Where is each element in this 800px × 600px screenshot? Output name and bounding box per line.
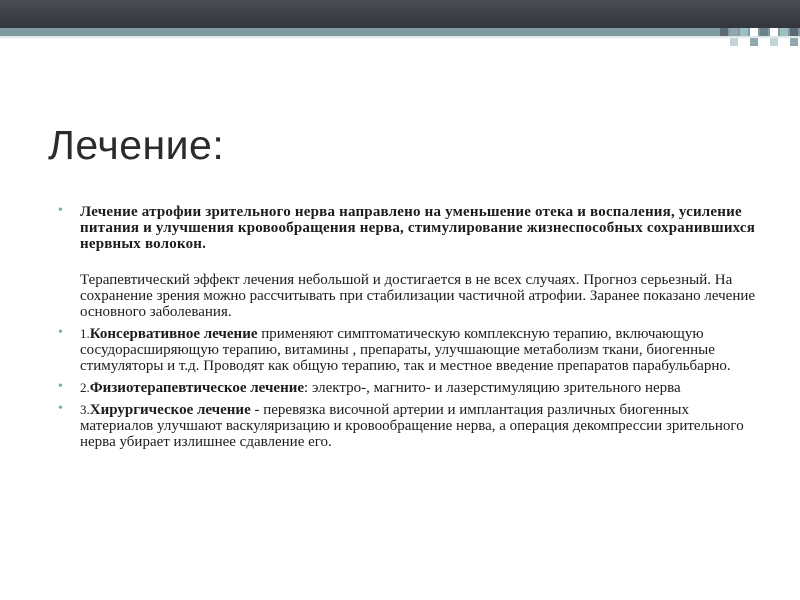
bullet-item-surgical [58, 402, 758, 450]
square-decoration [720, 28, 728, 36]
bullet-icon: • [58, 325, 63, 340]
bullet-item-physio [58, 380, 758, 396]
item-number: 3. [80, 402, 90, 417]
square-decoration [740, 28, 748, 36]
bullet-icon: • [58, 401, 63, 416]
item-number: 1. [80, 326, 90, 341]
intro-bold-text: Лечение атрофии зрительного нерва направлено на уменьшение отека и воспаления, усиление питания и улучшения кровообращения нерва, стимулирование жизнеспособных сохранившихся нервных волокон. [80, 204, 756, 252]
item-lead: Консервативное лечение [89, 326, 258, 342]
square-decoration [770, 28, 778, 36]
square-decoration [730, 28, 738, 36]
square-decoration [730, 38, 738, 46]
item-text: - перевязка височной артерии и имплантация различных биогенных материалов улучшают васкуляризацию и кровообращение нерва, а операция декомпрессии зрительного нерва убирает излишнее сдавление его. [80, 402, 744, 450]
decorative-squares [716, 28, 800, 48]
accent-strip [0, 28, 800, 36]
item-lead: Хирургическое лечение [89, 402, 251, 418]
item-number: 2. [80, 380, 90, 395]
square-decoration [790, 38, 798, 46]
header-band [0, 0, 800, 28]
bullet-icon: • [58, 379, 63, 394]
square-decoration [790, 28, 798, 36]
item-text: : электро-, магнито- и лазерстимуляцию зрительного нерва [304, 380, 681, 396]
square-decoration [750, 28, 758, 36]
bullet-icon: • [58, 203, 63, 218]
item-lead: Физиотерапевтическое лечение [89, 380, 305, 396]
slide-title: Лечение: [48, 122, 225, 168]
bullet-item-conservative [58, 326, 758, 374]
item-text: применяют симптоматическую комплексную терапию, включающую сосудорасширяющую терапию, витамины , препараты, улучшающие метаболизм ткани, биогенные стимуляторы и т.д. Проводят как общую терапию, так и местное введение препаратов парабульбарно. [80, 326, 731, 374]
square-decoration [780, 28, 788, 36]
slide-content [58, 204, 758, 456]
strip-shadow [0, 36, 800, 39]
square-decoration [760, 28, 768, 36]
square-decoration [750, 38, 758, 46]
square-decoration [770, 38, 778, 46]
intro-note: Терапевтический эффект лечения небольшой и достигается в не всех случаях. Прогноз серьезный. На сохранение зрения можно рассчитывать при стабилизации частичной атрофии. Заранее показано лечение основного заболевания. [80, 272, 756, 320]
bullet-item-intro [58, 204, 758, 320]
